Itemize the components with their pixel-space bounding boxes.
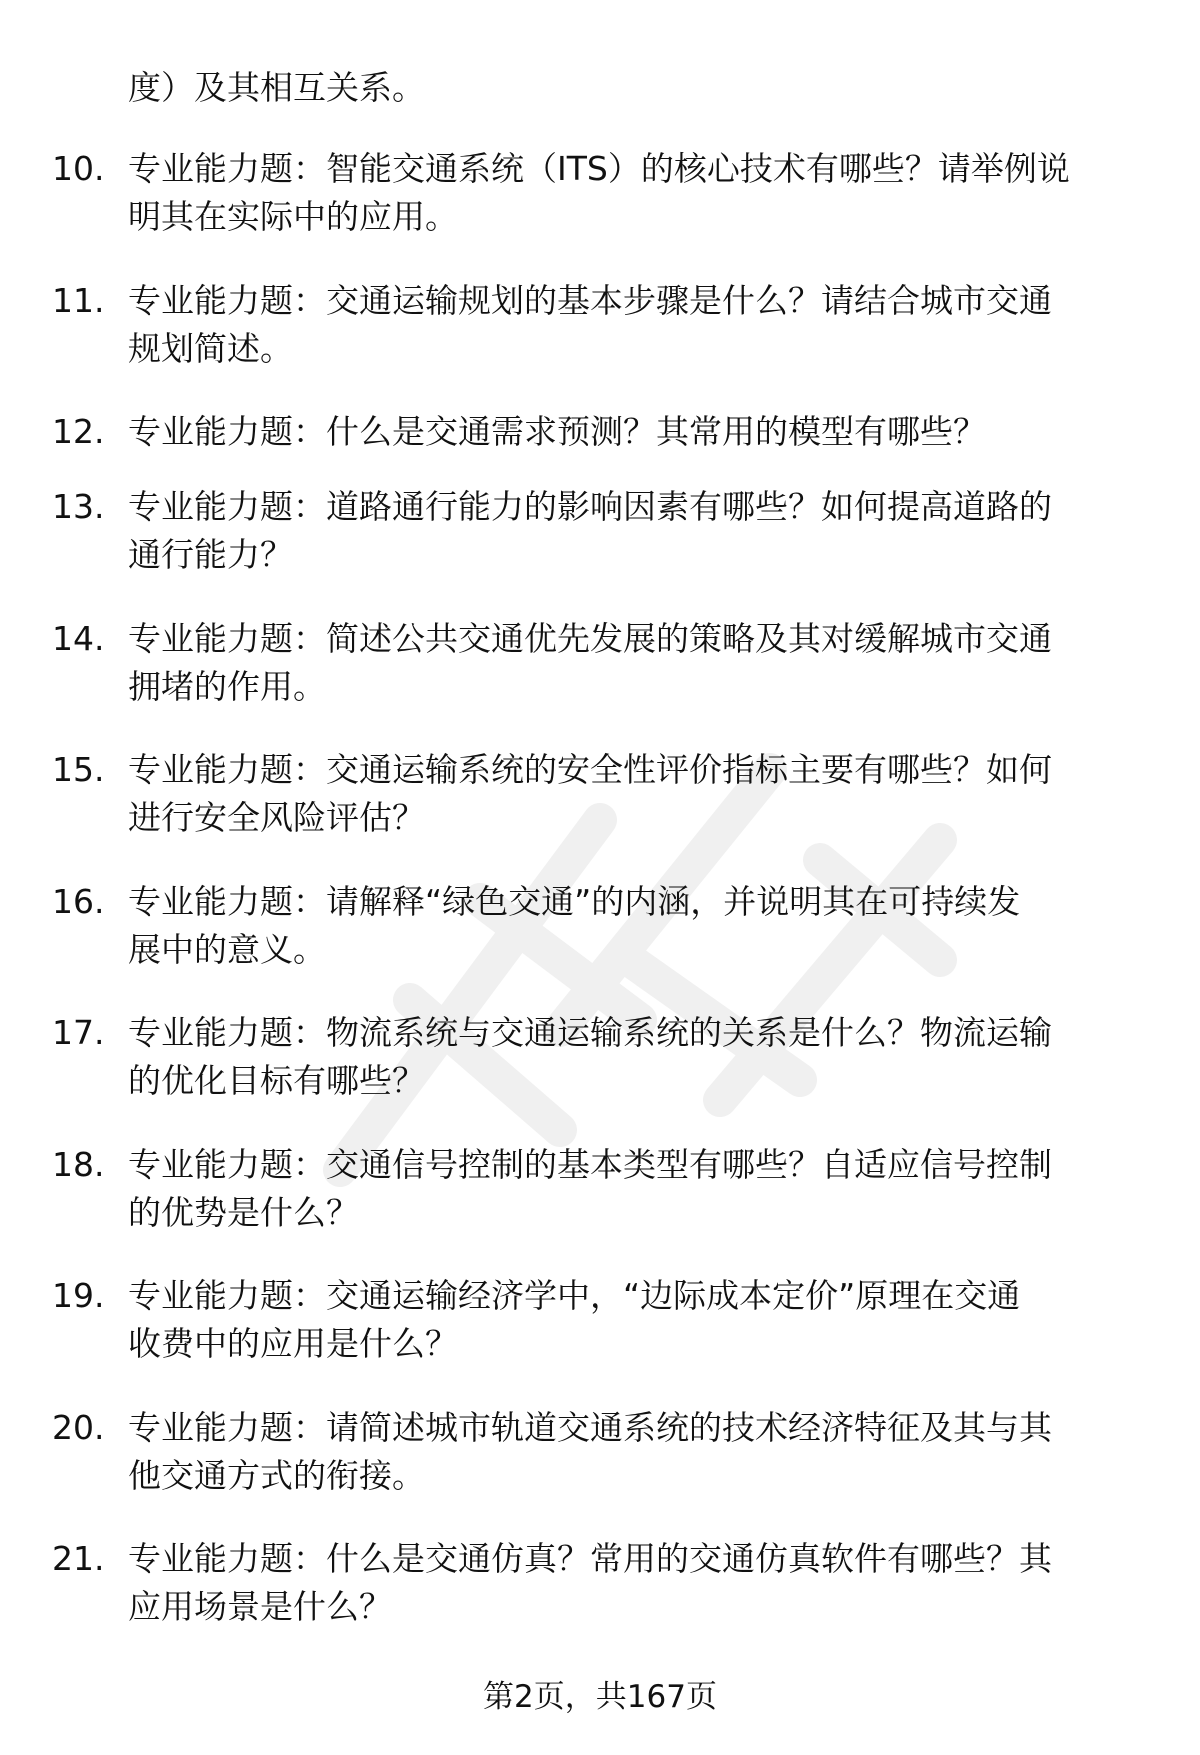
question-text xyxy=(128,277,1148,373)
question-text xyxy=(128,483,1148,579)
question-text xyxy=(128,1535,1148,1631)
question-line: 明其在实际中的应用。 xyxy=(128,197,458,236)
question-line: 展中的意义。 xyxy=(128,929,326,969)
question-text xyxy=(128,1272,1148,1368)
question-text xyxy=(128,1141,1148,1237)
list-item xyxy=(0,1404,1200,1536)
question-line: 的优化目标有哪些？ xyxy=(128,1061,425,1100)
question-line: 专业能力题：什么是交通需求预测？其常用的模型有哪些？ xyxy=(128,412,986,451)
question-text xyxy=(128,615,1148,711)
question-line: 专业能力题：交通运输经济学中，“边际成本定价”原理在交通 xyxy=(128,1276,1021,1315)
list-item xyxy=(0,1535,1200,1667)
question-line: 专业能力题：请解释“绿色交通”的内涵，并说明其在可持续发 xyxy=(128,881,1021,921)
list-item xyxy=(0,1009,1200,1141)
list-item xyxy=(0,1272,1200,1404)
question-line: 收费中的应用是什么？ xyxy=(128,1324,458,1363)
question-line: 专业能力题：智能交通系统（ITS）的核心技术有哪些？请举例说 xyxy=(128,149,1070,188)
question-line: 规划简述。 xyxy=(128,328,293,368)
question-number: 21. xyxy=(52,1539,105,1578)
list-item xyxy=(0,277,1200,409)
question-line: 专业能力题：简述公共交通优先发展的策略及其对缓解城市交通 xyxy=(128,618,1052,658)
question-text xyxy=(128,746,1148,842)
list-item xyxy=(0,878,1200,1010)
question-number: 18. xyxy=(52,1144,105,1184)
question-line: 进行安全风险评估？ xyxy=(128,798,425,837)
question-line: 专业能力题：交通运输规划的基本步骤是什么？请结合城市交通 xyxy=(128,280,1052,320)
question-list xyxy=(0,145,1200,1667)
question-text xyxy=(128,1009,1148,1105)
question-line: 的优势是什么？ xyxy=(128,1192,359,1232)
continuation-text: 度）及其相互关系。 xyxy=(128,68,425,107)
list-item xyxy=(0,1141,1200,1273)
list-item xyxy=(0,615,1200,747)
question-line: 专业能力题：道路通行能力的影响因素有哪些？如何提高道路的 xyxy=(128,487,1052,526)
question-number: 13. xyxy=(52,487,105,526)
question-line: 专业能力题：物流系统与交通运输系统的关系是什么？物流运输 xyxy=(128,1013,1052,1052)
list-item xyxy=(0,145,1200,277)
question-text xyxy=(128,145,1148,241)
list-item xyxy=(0,746,1200,878)
question-number: 11. xyxy=(52,280,105,320)
question-line: 他交通方式的衔接。 xyxy=(128,1455,425,1495)
question-number: 12. xyxy=(52,412,105,451)
question-line: 专业能力题：请简述城市轨道交通系统的技术经济特征及其与其 xyxy=(128,1407,1052,1447)
list-item xyxy=(0,408,1200,483)
question-number: 17. xyxy=(52,1013,105,1052)
question-number: 19. xyxy=(52,1276,105,1315)
question-text xyxy=(128,1404,1148,1500)
question-line: 专业能力题：什么是交通仿真？常用的交通仿真软件有哪些？其 xyxy=(128,1539,1052,1578)
question-line: 拥堵的作用。 xyxy=(128,666,326,706)
question-line: 专业能力题：交通信号控制的基本类型有哪些？自适应信号控制 xyxy=(128,1144,1052,1184)
question-number: 20. xyxy=(52,1407,105,1447)
page-number: 第2页，共167页 xyxy=(483,1679,717,1715)
question-number: 10. xyxy=(52,149,105,188)
list-item xyxy=(0,483,1200,615)
question-number: 16. xyxy=(52,881,105,921)
question-line: 通行能力？ xyxy=(128,535,293,574)
question-text xyxy=(128,408,1148,456)
question-line: 应用场景是什么？ xyxy=(128,1587,392,1626)
question-number: 15. xyxy=(52,750,105,789)
question-number: 14. xyxy=(52,618,105,658)
question-line: 专业能力题：交通运输系统的安全性评价指标主要有哪些？如何 xyxy=(128,750,1052,789)
question-text xyxy=(128,878,1148,974)
